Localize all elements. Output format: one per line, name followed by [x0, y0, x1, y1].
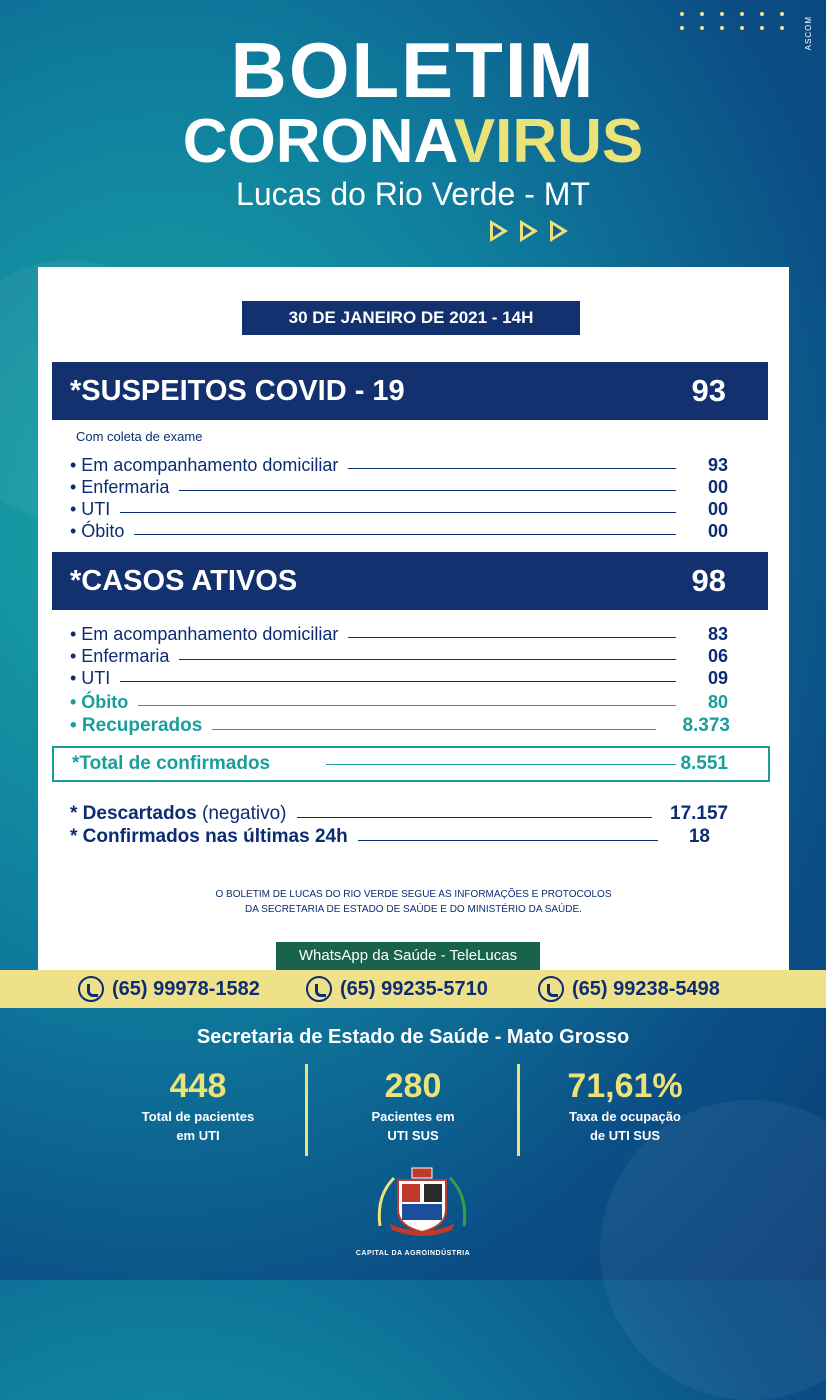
bulletin-card: [38, 267, 789, 972]
stat-uti-sus: 280 Pacientes em UTI SUS: [371, 1067, 455, 1143]
suspeitos-row-enfermaria: • Enfermaria 00: [70, 476, 728, 497]
stat-separator: [517, 1064, 520, 1156]
ativos-row-obito: • Óbito 80: [70, 691, 728, 712]
ativos-total: 98: [691, 563, 726, 598]
suspeitos-band: *SUSPEITOS COVID - 19 93: [52, 362, 768, 420]
ativos-row-recuperados: • Recuperados 8.373: [70, 715, 730, 736]
ativos-band: *CASOS ATIVOS 98: [52, 552, 768, 610]
phone-link-1[interactable]: (65) 99978-1582: [78, 970, 260, 1008]
arrow-icons: [490, 220, 568, 242]
whatsapp-icon: [78, 976, 104, 1002]
stat-occupancy-rate: 71,61% Taxa de ocupação de UTI SUS: [567, 1067, 683, 1143]
city-name: Lucas do Rio Verde - MT: [236, 176, 590, 212]
phone-link-2[interactable]: (65) 99235-5710: [306, 970, 488, 1008]
ascom-label: ASCOM: [804, 16, 813, 51]
title-boletim: BOLETIM: [230, 26, 596, 114]
suspeitos-note: Com coleta de exame: [76, 429, 203, 444]
title-coronavirus: CORONAVIRUS: [182, 107, 644, 176]
bulletin-date: 30 DE JANEIRO DE 2021 - 14H: [242, 301, 580, 335]
state-secretariat-title: Secretaria de Estado de Saúde - Mato Grosso: [196, 1026, 630, 1048]
stat-total-uti: 448 Total de pacientes em UTI: [141, 1067, 255, 1143]
suspeitos-row-obito: • Óbito 00: [70, 520, 728, 541]
city-crest-logo: [376, 1166, 468, 1238]
suspeitos-row-uti: • UTI 00: [70, 498, 728, 519]
suspeitos-row-domiciliar: • Em acompanhamento domiciliar 93: [70, 454, 728, 475]
stat-separator: [305, 1064, 308, 1156]
whatsapp-label: WhatsApp da Saúde - TeleLucas: [276, 942, 540, 970]
capital-tagline: CAPITAL DA AGROINDÚSTRIA: [355, 1250, 471, 1257]
descartados-row: * Descartados (negativo) 17.157: [70, 803, 729, 824]
confirmados-24h-row: * Confirmados nas últimas 24h 18: [70, 826, 710, 847]
bulletin-footnote: O BOLETIM DE LUCAS DO RIO VERDE SEGUE AS INFORMAÇÕES E PROTOCOLOS DA SECRETARIA DE ESTADO DE SAÚDE E DO MINISTÉRIO DA SAÚDE.: [215, 889, 612, 915]
whatsapp-icon: [306, 976, 332, 1002]
ativos-row-domiciliar: • Em acompanhamento domiciliar 83: [70, 623, 728, 644]
ativos-row-enfermaria: • Enfermaria 06: [70, 645, 728, 666]
phone-link-3[interactable]: (65) 99238-5498: [538, 970, 720, 1008]
total-confirmados: *Total de confirmados 8.551: [52, 746, 770, 782]
decorative-dots: [680, 12, 800, 30]
suspeitos-total: 93: [691, 373, 726, 408]
ativos-row-uti: • UTI 09: [70, 667, 728, 688]
whatsapp-icon: [538, 976, 564, 1002]
